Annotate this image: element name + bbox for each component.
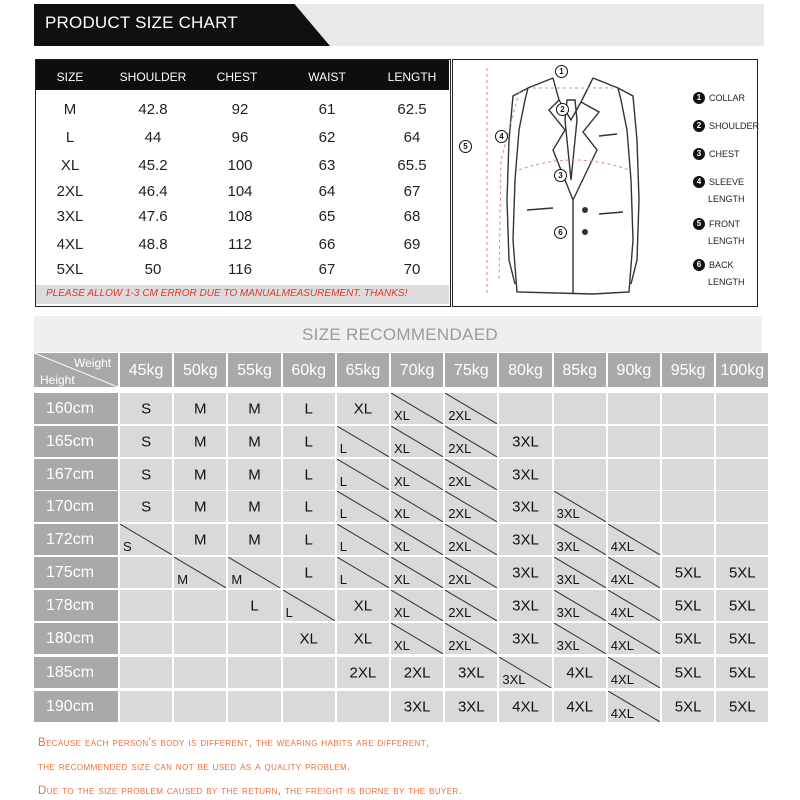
size-value: 2XL (349, 664, 377, 681)
column-header-waist: WAIST (308, 70, 346, 84)
measurement-cell: 44 (144, 129, 162, 146)
size-value: S (141, 433, 152, 450)
size-value: 5XL (728, 597, 756, 614)
footer-line-2: the recommended size can not be used as a quality problem. (38, 761, 351, 773)
measurement-cell: 66 (318, 236, 336, 253)
weight-label: 95kg (670, 362, 706, 379)
legend-label: COLLAR (709, 93, 746, 103)
size-cell (283, 657, 335, 688)
height-label: 170cm (46, 498, 95, 515)
measurement-cell: XL (60, 157, 80, 174)
size-value: M (194, 433, 207, 450)
measurement-note-text: PLEASE ALLOW 1-3 CM ERROR DUE TO MANUALMEASUREMENT. THANKS! (46, 288, 408, 299)
size-cell (228, 657, 280, 688)
legend-number-2: 2 (693, 120, 705, 132)
measurement-cell: 67 (403, 183, 421, 200)
size-value: L (304, 564, 313, 581)
size-value: M (248, 433, 261, 450)
legend-label: FRONT (709, 219, 740, 229)
size-cell (716, 393, 768, 424)
corner-weight-label: Weight (74, 356, 112, 370)
measurement-cell: 64 (318, 183, 336, 200)
footer-line-1: Because each person's body is different, the wearing habits are different, (38, 737, 430, 749)
column-header-length: LENGTH (387, 70, 437, 84)
size-value: 4XL (512, 698, 539, 715)
size-value-lower: L (285, 605, 293, 620)
size-value: S (141, 498, 152, 515)
size-value-lower: 2XL (448, 539, 472, 554)
size-value-lower: XL (394, 572, 410, 587)
weight-label: 100kg (720, 362, 765, 379)
measurement-cell: 45.2 (138, 157, 168, 174)
measurement-cell: 62.5 (397, 101, 427, 118)
height-label: 167cm (46, 466, 95, 483)
measurement-cell: 64 (403, 129, 421, 146)
size-cell (120, 623, 172, 654)
legend-label: LENGTH (708, 194, 745, 204)
size-value-lower: 4XL (610, 539, 634, 554)
measurement-cell: 50 (144, 261, 162, 278)
column-header-chest: CHEST (216, 70, 258, 84)
size-value-lower: L (339, 441, 348, 456)
size-value: 3XL (512, 597, 539, 614)
size-cell (554, 459, 606, 490)
measurement-cell: L (65, 129, 75, 146)
size-value: M (248, 400, 261, 417)
size-value-lower: M (231, 572, 243, 587)
size-value: 3XL (457, 664, 485, 681)
size-value-lower: XL (394, 539, 410, 554)
measurement-cell: 62 (318, 129, 336, 146)
diagram-marker-5: 5 (459, 140, 472, 153)
size-cell (554, 393, 606, 424)
size-value-lower: 2XL (448, 474, 472, 489)
diagram-marker-3: 3 (554, 169, 567, 182)
size-value-lower: 4XL (610, 605, 634, 620)
size-cell (283, 691, 335, 722)
size-cell (174, 623, 226, 654)
weight-label: 60kg (291, 362, 327, 379)
size-value-lower: M (177, 572, 189, 587)
measurement-cell: 4XL (56, 236, 84, 253)
recommend-title: SIZE RECOMMENDAED (302, 325, 498, 344)
size-value-lower: 4XL (610, 672, 634, 687)
size-value: XL (353, 630, 373, 647)
measurement-cell: 116 (228, 261, 252, 278)
measurement-cell: 112 (228, 236, 252, 253)
height-label: 175cm (46, 564, 95, 581)
size-cell (120, 657, 172, 688)
legend-label: BACK (709, 260, 734, 270)
size-value: 5XL (728, 664, 756, 681)
size-cell (608, 459, 660, 490)
diagram-marker-1: 1 (555, 65, 568, 78)
size-value: S (141, 466, 152, 483)
size-value-lower: L (339, 506, 348, 521)
size-value: 5XL (674, 664, 702, 681)
size-value: L (304, 466, 313, 483)
legend-number-1: 1 (693, 92, 705, 104)
size-value: 3XL (512, 466, 539, 483)
size-value-lower: S (123, 539, 132, 554)
legend-number-4: 4 (693, 176, 705, 188)
size-value: L (250, 597, 259, 614)
jacket-illustration (453, 60, 673, 304)
measurement-cell: 42.8 (138, 101, 168, 118)
size-cell (608, 491, 660, 522)
weight-label: 45kg (128, 362, 164, 379)
size-cell (174, 590, 226, 621)
measurement-cell: 96 (231, 129, 249, 146)
weight-label: 80kg (508, 362, 543, 379)
size-value: XL (353, 400, 373, 417)
size-value: XL (299, 630, 318, 647)
size-value: 3XL (457, 698, 485, 715)
measurement-cell: 69 (403, 236, 421, 253)
size-value: M (248, 531, 261, 548)
size-cell (608, 393, 660, 424)
size-value-lower: L (339, 474, 348, 489)
size-value-lower: XL (394, 638, 410, 653)
size-value: 5XL (728, 630, 756, 647)
size-cell (662, 459, 714, 490)
height-label: 165cm (46, 433, 95, 450)
measurement-cell: 65 (318, 208, 336, 225)
size-value-lower: XL (394, 506, 410, 521)
legend-number-3: 3 (693, 148, 705, 160)
size-value-lower: 3XL (556, 539, 580, 554)
size-cell (608, 426, 660, 457)
corner-height-label: Height (40, 373, 75, 387)
size-value: 5XL (674, 630, 702, 647)
legend-label: LENGTH (708, 236, 745, 246)
size-value: 2XL (403, 664, 431, 681)
weight-label: 65kg (345, 362, 381, 379)
height-label: 185cm (46, 664, 95, 681)
height-label: 172cm (46, 531, 95, 548)
size-cell (716, 491, 768, 522)
size-cell (228, 623, 280, 654)
measurement-cell: 108 (227, 208, 253, 225)
measurement-cell: 46.4 (138, 183, 168, 200)
size-value: 5XL (728, 698, 756, 715)
column-header-shoulder: SHOULDER (119, 70, 187, 84)
size-value: 4XL (566, 664, 594, 681)
weight-label: 85kg (562, 362, 598, 379)
size-value-lower: XL (394, 474, 410, 489)
size-value: 3XL (403, 698, 431, 715)
size-value: XL (353, 597, 373, 614)
measurement-cell: 70 (403, 261, 421, 278)
measurement-cell: 48.8 (138, 236, 168, 253)
size-value-lower: 3XL (556, 638, 580, 653)
size-value: M (194, 498, 207, 515)
measurement-cell: 47.6 (138, 208, 168, 225)
size-value-lower: XL (394, 441, 410, 456)
legend-number-6: 6 (693, 259, 705, 271)
size-value: 3XL (512, 498, 539, 515)
height-label: 160cm (46, 400, 95, 417)
measurement-cell: 65.5 (397, 157, 427, 174)
size-value-lower: 3XL (556, 572, 580, 587)
size-cell (120, 691, 172, 722)
size-value: 4XL (566, 698, 594, 715)
measurement-cell: 104 (227, 183, 253, 200)
legend-label: SLEEVE (709, 177, 745, 187)
size-value: S (141, 400, 152, 417)
size-value: 3XL (512, 630, 539, 647)
measurement-cell: 68 (403, 208, 421, 225)
size-cell (716, 426, 768, 457)
weight-label: 70kg (399, 362, 435, 379)
diagram-marker-2: 2 (556, 103, 569, 116)
size-cell (174, 691, 226, 722)
measurement-cell: 63 (318, 157, 336, 174)
measurement-cell: 92 (231, 101, 249, 118)
size-value-lower: 2XL (448, 506, 472, 521)
measurement-cell: 67 (318, 261, 336, 278)
weight-label: 75kg (453, 362, 489, 379)
size-cell (716, 459, 768, 490)
column-header-size: SIZE (56, 70, 84, 84)
size-value: 5XL (674, 564, 702, 581)
size-cell (662, 524, 714, 555)
measurement-cell: 3XL (56, 208, 84, 225)
weight-label: 55kg (237, 362, 272, 379)
size-value: L (304, 531, 313, 548)
size-value: M (194, 400, 207, 417)
size-cell (499, 393, 551, 424)
size-cell (716, 524, 768, 555)
size-value-lower: L (339, 572, 348, 587)
size-value-lower: 4XL (610, 572, 634, 587)
size-value: M (194, 466, 207, 483)
size-value-lower: 4XL (610, 638, 634, 653)
size-value-lower: 2XL (448, 572, 472, 587)
height-label: 178cm (46, 597, 95, 614)
measurement-cell: 100 (227, 157, 253, 174)
size-value-lower: 4XL (610, 706, 634, 721)
diagram-marker-4: 4 (495, 130, 508, 143)
height-label: 190cm (46, 698, 95, 715)
size-cell (554, 426, 606, 457)
size-value: L (304, 400, 313, 417)
size-value-lower: L (339, 539, 348, 554)
legend-number-5: 5 (693, 218, 705, 230)
height-label: 180cm (46, 630, 95, 647)
legend-label: SHOULDER (709, 121, 760, 131)
size-cell (662, 491, 714, 522)
size-value: L (304, 433, 313, 450)
size-value: M (248, 498, 261, 515)
size-cell (337, 691, 389, 722)
size-value: 5XL (674, 698, 702, 715)
weight-label: 90kg (616, 362, 652, 379)
size-value-lower: 2XL (448, 441, 472, 456)
weight-label: 50kg (182, 362, 218, 379)
size-cell (120, 557, 172, 588)
measurement-note (36, 285, 449, 304)
legend-label: LENGTH (708, 277, 745, 287)
measurement-cell: M (63, 101, 77, 118)
size-value-lower: 3XL (556, 605, 580, 620)
size-value: 5XL (674, 597, 702, 614)
size-value: L (304, 498, 313, 515)
measurement-cell: 61 (318, 101, 336, 118)
size-value: 3XL (512, 564, 539, 581)
footer-line-3: Due to the size problem caused by the return, the freight is borne by the buyer. (38, 785, 463, 797)
size-value: M (248, 466, 261, 483)
measurement-cell: 5XL (56, 261, 84, 278)
size-value-lower: 2XL (448, 638, 472, 653)
size-value-lower: 2XL (448, 408, 472, 423)
size-value-lower: 2XL (448, 605, 472, 620)
size-cell (120, 590, 172, 621)
size-cell (662, 426, 714, 457)
size-value-lower: XL (394, 408, 410, 423)
size-value-lower: 3XL (556, 506, 580, 521)
size-cell (662, 393, 714, 424)
page-title: PRODUCT SIZE CHART (45, 13, 238, 32)
measurement-cell: 2XL (56, 183, 84, 200)
size-cell (228, 691, 280, 722)
size-value-lower: XL (394, 605, 410, 620)
size-value-lower: 3XL (502, 672, 526, 687)
size-value: 3XL (512, 433, 539, 450)
diagram-marker-6: 6 (554, 226, 567, 239)
size-cell (174, 657, 226, 688)
size-value: M (194, 531, 207, 548)
size-value: 3XL (512, 531, 539, 548)
legend-label: CHEST (709, 149, 740, 159)
size-value: 5XL (728, 564, 756, 581)
